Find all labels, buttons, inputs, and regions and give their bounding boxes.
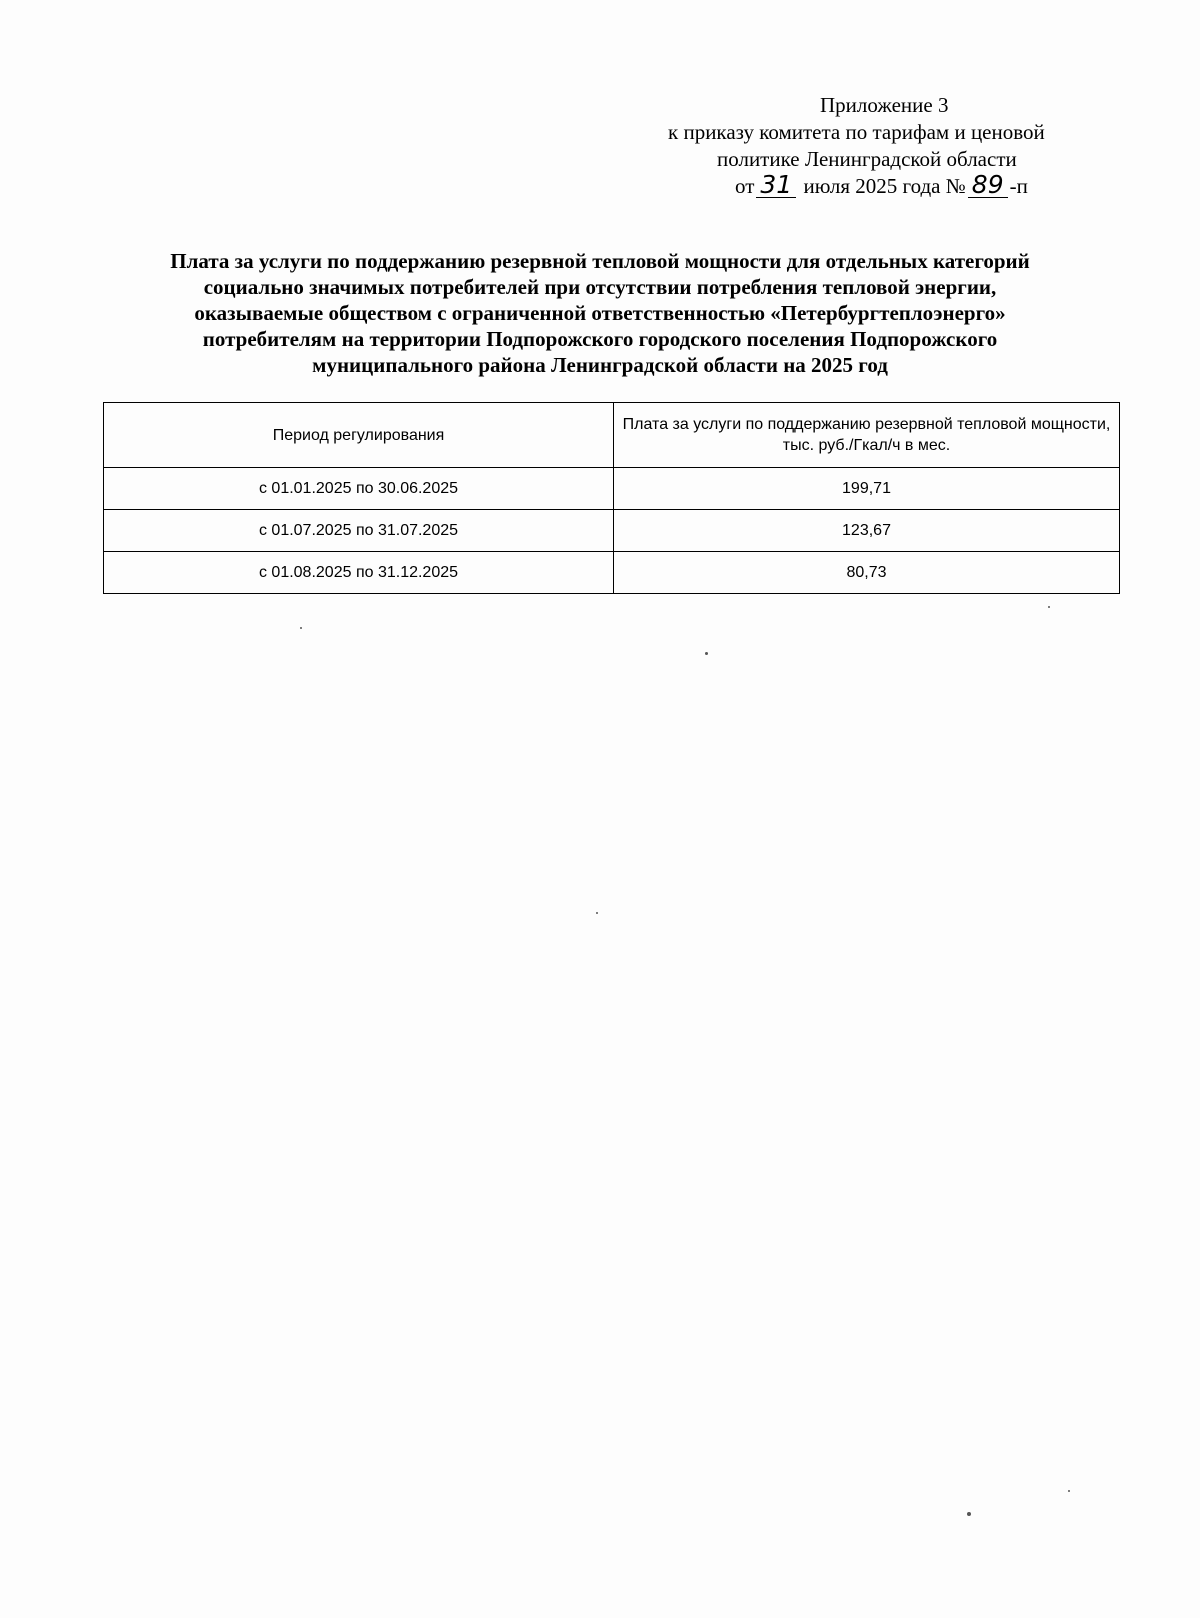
table-row <box>104 510 1120 552</box>
appendix-header <box>600 92 1180 200</box>
table-header-row <box>104 403 1120 468</box>
date-prefix: от <box>735 174 755 198</box>
heading-line: муниципального района Ленинградской области на 2025 год <box>312 353 888 377</box>
header-period: Период регулирования <box>104 403 614 468</box>
scan-speck <box>596 912 598 914</box>
cell-fee: 80,73 <box>614 552 1120 594</box>
appendix-date-line <box>600 170 1180 200</box>
handwritten-order-number: 89 <box>968 173 1008 198</box>
heading-line: оказываемые обществом с ограниченной ответственностью «Петербургтеплоэнерго» <box>194 301 1006 325</box>
table-row <box>104 468 1120 510</box>
appendix-policy-line: политике Ленинградской области <box>717 147 1017 171</box>
scan-speck <box>300 627 302 629</box>
header-fee: Плата за услуги по поддержанию резервной тепловой мощности, тыс. руб./Гкал/ч в мес. <box>614 403 1120 468</box>
scan-speck <box>705 652 708 655</box>
cell-fee: 123,67 <box>614 510 1120 552</box>
scan-speck <box>1048 606 1050 608</box>
handwritten-day: 31 <box>756 173 796 198</box>
heading-line: Плата за услуги по поддержанию резервной тепловой мощности для отдельных категорий <box>170 249 1030 273</box>
cell-period: с 01.08.2025 по 31.12.2025 <box>104 552 614 594</box>
document-heading <box>100 248 1100 378</box>
tariff-table <box>103 402 1120 594</box>
scan-speck <box>1068 1490 1070 1492</box>
heading-line: потребителям на территории Подпорожского городского поселения Подпорожского <box>202 327 998 351</box>
heading-line: социально значимых потребителей при отсутствии потребления тепловой энергии, <box>203 275 997 299</box>
appendix-order-line: к приказу комитета по тарифам и ценовой <box>668 120 1045 144</box>
cell-period: с 01.07.2025 по 31.07.2025 <box>104 510 614 552</box>
order-suffix: -п <box>1009 174 1028 198</box>
table-row <box>104 552 1120 594</box>
scan-speck <box>967 1512 971 1516</box>
cell-fee: 199,71 <box>614 468 1120 510</box>
date-rest: июля 2025 года № <box>803 174 966 198</box>
cell-period: с 01.01.2025 по 30.06.2025 <box>104 468 614 510</box>
appendix-title: Приложение 3 <box>820 93 949 117</box>
